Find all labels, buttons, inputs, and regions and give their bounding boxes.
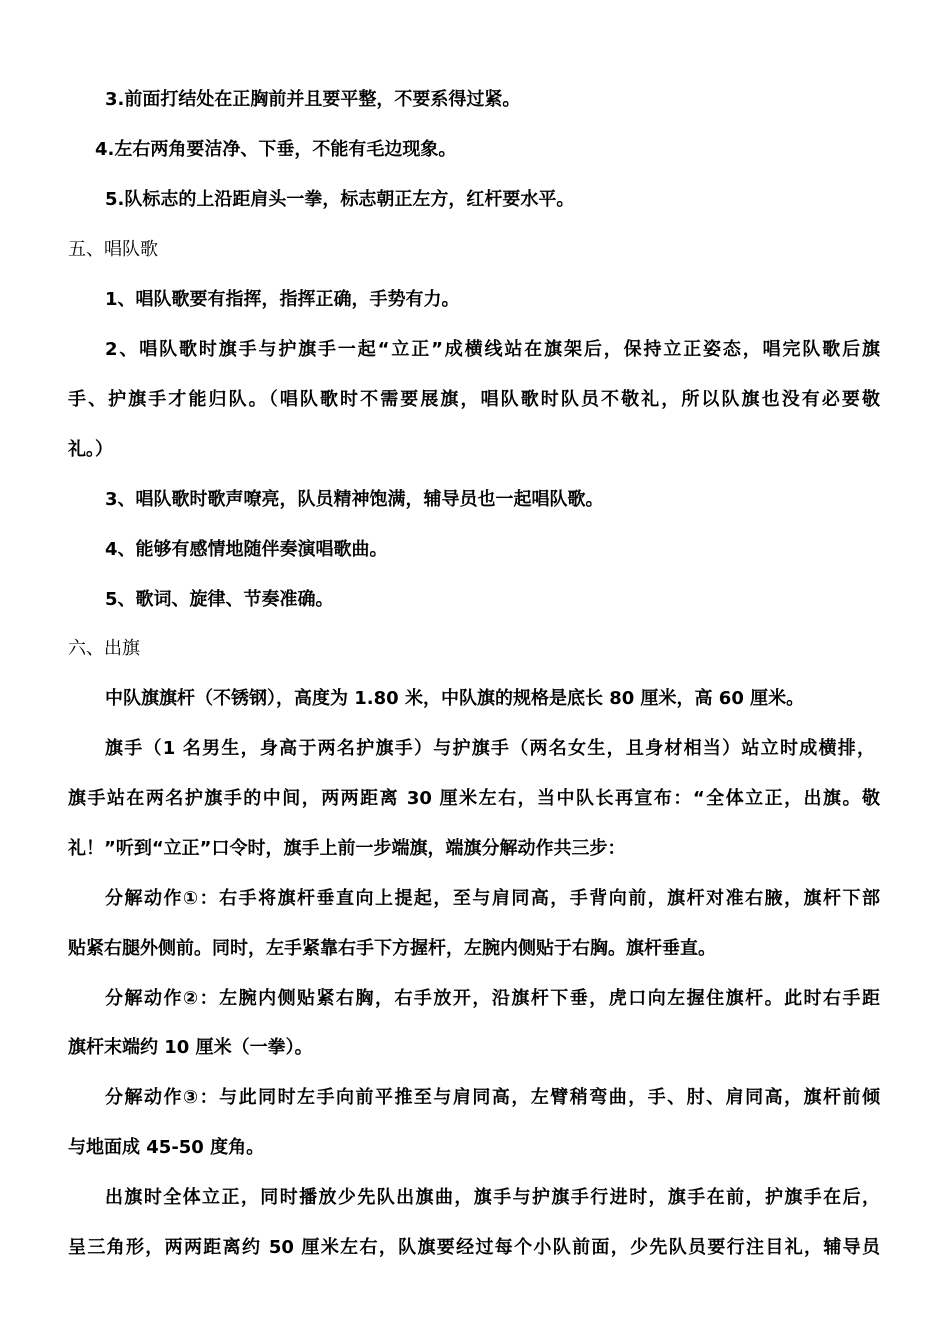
paragraph-line: 分解动作③：与此同时左手向前平推至与肩同高，左臂稍弯曲，手、肘、肩同高，旗杆前倾 bbox=[105, 1087, 880, 1108]
paragraph-line: 旗手（1 名男生，身高于两名护旗手）与护旗手（两名女生，且身材相当）站立时成横排， bbox=[105, 738, 875, 759]
paragraph-line: 分解动作②：左腕内侧贴紧右胸，右手放开，沿旗杆下垂，虎口向左握住旗杆。此时右手距 bbox=[105, 988, 880, 1009]
paragraph-line: 中队旗旗杆（不锈钢），高度为 1.80 米，中队旗的规格是底长 80 厘米，高 60 厘米。 bbox=[105, 688, 805, 709]
paragraph-line: 出旗时全体立正，同时播放少先队出旗曲，旗手与护旗手行进时，旗手在前，护旗手在后， bbox=[105, 1187, 880, 1208]
paragraph-line: 礼！”听到“立正”口令时，旗手上前一步端旗，端旗分解动作共三步： bbox=[68, 838, 626, 859]
paragraph-line: 旗手站在两名护旗手的中间，两两距离 30 厘米左右，当中队长再宣布：“全体立正，出旗。敬 bbox=[68, 788, 880, 809]
section-heading: 六、出旗 bbox=[68, 638, 140, 659]
paragraph-line: 1、唱队歌要有指挥，指挥正确，手势有力。 bbox=[105, 289, 460, 310]
paragraph-line: 礼。） bbox=[68, 439, 113, 460]
section-heading: 五、唱队歌 bbox=[68, 239, 158, 260]
paragraph-line: 5.队标志的上沿距肩头一拳，标志朝正左方，红杆要水平。 bbox=[105, 189, 575, 210]
paragraph-line: 3、唱队歌时歌声嘹亮，队员精神饱满，辅导员也一起唱队歌。 bbox=[105, 489, 604, 510]
paragraph-line: 3.前面打结处在正胸前并且要平整，不要系得过紧。 bbox=[105, 89, 521, 110]
paragraph-line: 与地面成 45-50 度角。 bbox=[68, 1137, 265, 1158]
paragraph-line: 4.左右两角要洁净、下垂，不能有毛边现象。 bbox=[95, 139, 457, 160]
paragraph-line: 旗杆末端约 10 厘米（一拳）。 bbox=[68, 1037, 313, 1058]
paragraph-line: 4、能够有感情地随伴奏演唱歌曲。 bbox=[105, 539, 388, 560]
paragraph-line: 手、护旗手才能归队。（唱队歌时不需要展旗，唱队歌时队员不敬礼，所以队旗也没有必要敬 bbox=[68, 389, 880, 410]
paragraph-line: 呈三角形，两两距离约 50 厘米左右，队旗要经过每个小队前面，少先队员要行注目礼，辅导员 bbox=[68, 1237, 880, 1258]
paragraph-line: 5、歌词、旋律、节奏准确。 bbox=[105, 589, 334, 610]
paragraph-line: 分解动作①：右手将旗杆垂直向上提起，至与肩同高，手背向前，旗杆对准右腋，旗杆下部 bbox=[105, 888, 880, 909]
paragraph-line: 2、唱队歌时旗手与护旗手一起“立正”成横线站在旗架后，保持立正姿态，唱完队歌后旗 bbox=[105, 339, 880, 360]
paragraph-line: 贴紧右腿外侧前。同时，左手紧靠右手下方握杆，左腕内侧贴于右胸。旗杆垂直。 bbox=[68, 938, 716, 959]
